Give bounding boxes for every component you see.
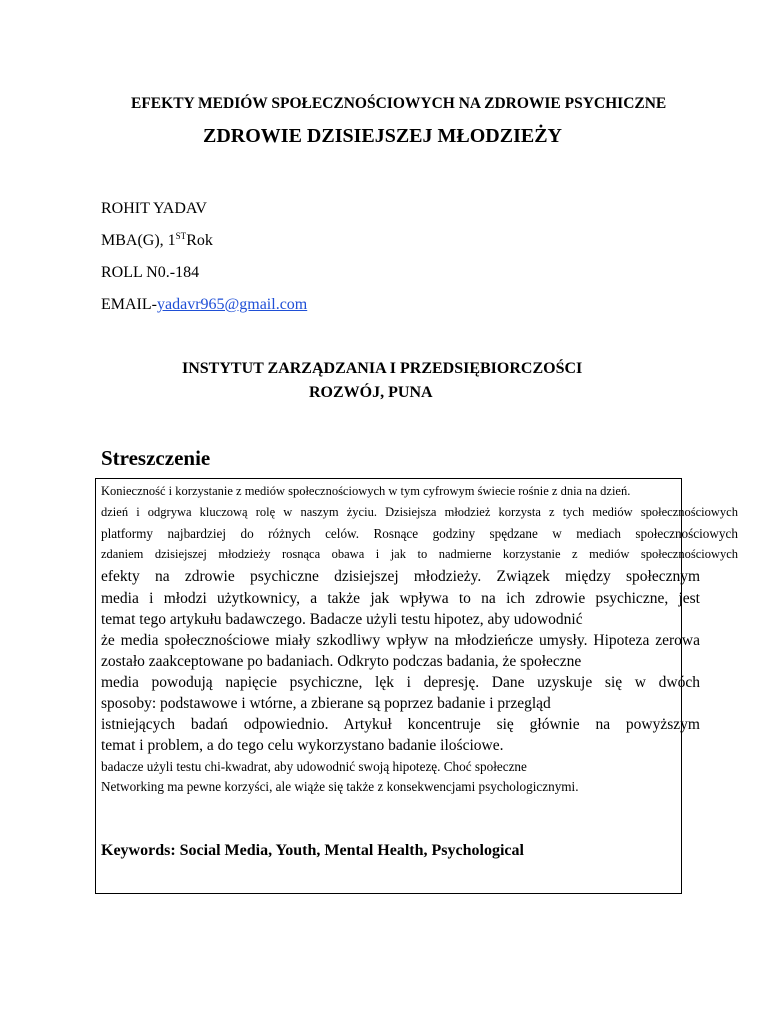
institute-name-line-1: INSTYTUT ZARZĄDZANIA I PRZEDSIĘBIORCZOŚCI <box>182 360 583 377</box>
abstract-line: efekty na zdrowie psychiczne dzisiejszej młodzieży. Związek między społecznym <box>101 568 701 585</box>
email-link[interactable]: yadavr965@gmail.com <box>156 296 308 313</box>
abstract-line: temat i problem, a do tego celu wykorzystano badanie ilościowe. <box>101 737 504 754</box>
abstract-line: media i młodzi użytkownicy, a także jak wpływa to na ich zdrowie psychiczne, jest <box>101 590 700 607</box>
abstract-line: Konieczność i korzystanie z mediów społecznościowych w tym cyfrowym świecie rośnie z dnia na dzień. <box>101 484 631 498</box>
abstract-line: sposoby: podstawowe i wtórne, a zbierane są poprzez badanie i przegląd <box>101 695 551 712</box>
abstract-line: że media społecznościowe miały szkodliwy wpływ na młodzieńcze umysły. Hipoteza zerowa <box>101 632 700 649</box>
abstract-line: platformy najbardziej do różnych celów. Rosnące godziny spędzane w mediach społecznościowych <box>101 526 738 541</box>
document-title-line-1: EFEKTY MEDIÓW SPOŁECZNOŚCIOWYCH NA ZDROWIE PSYCHICZNE <box>131 95 667 112</box>
author-name: ROHIT YADAV <box>101 200 207 217</box>
abstract-heading: Streszczenie <box>101 446 211 470</box>
program-suffix: Rok <box>186 232 213 249</box>
institute-name-line-2: ROZWÓJ, PUNA <box>309 384 433 401</box>
document-title-line-2: ZDROWIE DZISIEJSZEJ MŁODZIEŻY <box>203 125 562 147</box>
abstract-line: temat tego artykułu badawczego. Badacze użyli testu hipotez, aby udowodnić <box>101 611 583 628</box>
abstract-line: zostało zaakceptowane po badaniach. Odkryto podczas badania, że społeczne <box>101 653 582 670</box>
abstract-line: badacze użyli testu chi-kwadrat, aby udowodnić swoją hipotezę. Choć społeczne <box>101 759 527 774</box>
email-label: EMAIL- <box>101 296 157 313</box>
abstract-line: istniejących badań odpowiednio. Artykuł koncentruje się głównie na powyższym <box>101 716 700 733</box>
roll-number: ROLL N0.-184 <box>101 264 200 281</box>
abstract-line: zdaniem dzisiejszej młodzieży rosnąca obawa i jak to nadmierne korzystanie z mediów społecznościowych <box>101 547 739 561</box>
abstract-line: Networking ma pewne korzyści, ale wiąże się także z konsekwencjami psychologicznymi. <box>101 779 579 794</box>
keywords-line: Keywords: Social Media, Youth, Mental Health, Psychological <box>101 842 524 859</box>
program-superscript: ST <box>175 231 187 241</box>
abstract-line: dzień i odgrywa kluczową rolę w naszym życiu. Dzisiejsza młodzież korzysta z tych mediów społecznościowych <box>101 505 738 519</box>
abstract-line: media powodują napięcie psychiczne, lęk i depresję. Dane uzyskuje się w dwóch <box>101 674 700 691</box>
program-prefix: MBA(G), 1 <box>101 232 176 249</box>
email-line <box>101 296 307 314</box>
program-line <box>101 232 213 250</box>
